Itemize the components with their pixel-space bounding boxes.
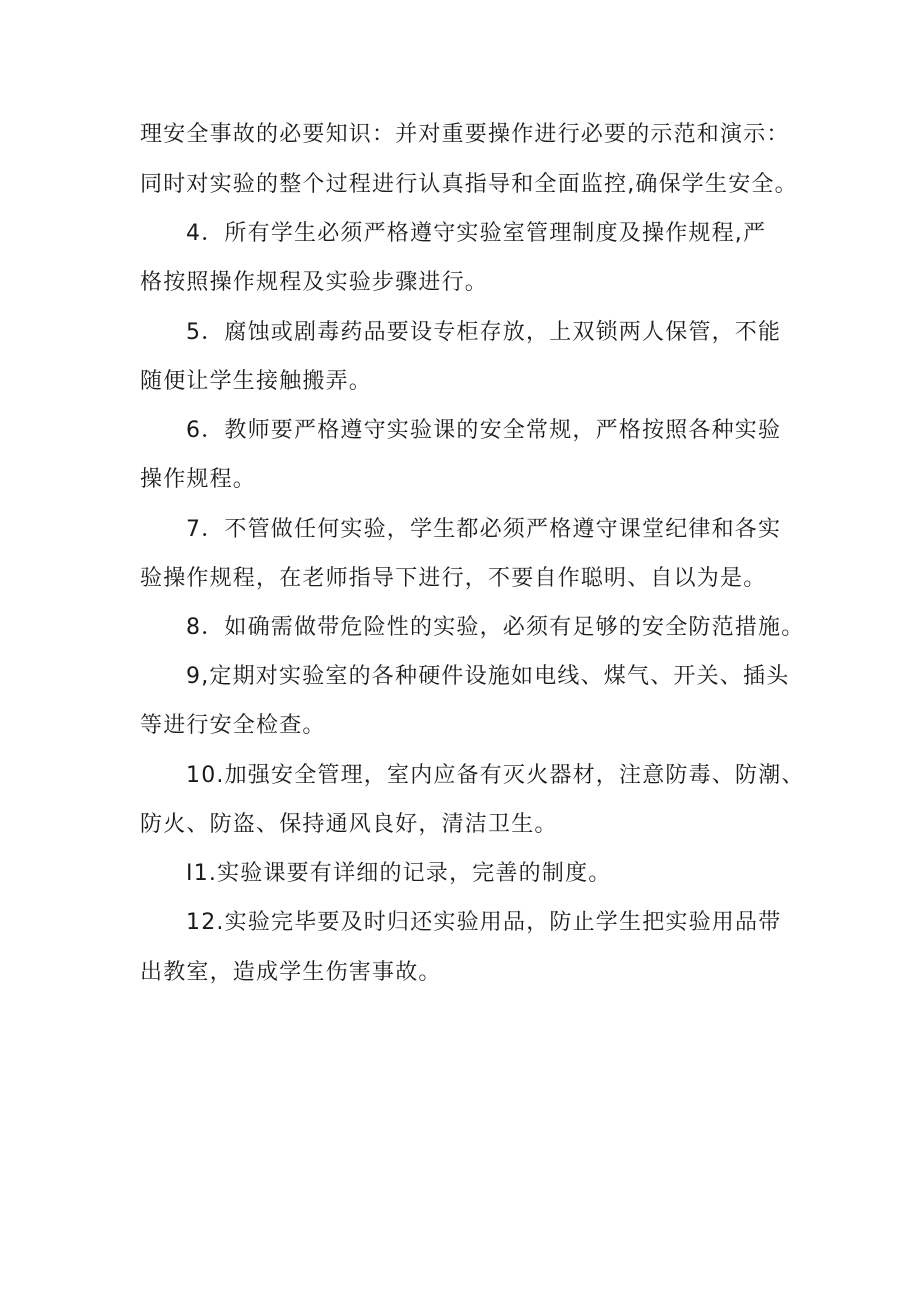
list-item-9-line-1: 9,定期对实验室的各种硬件设施如电线、煤气、开关、插头 (186, 664, 790, 689)
list-item-6-line-2: 操作规程。 (140, 467, 257, 492)
list-item-7-line-2: 验操作规程，在老师指导下进行，不要自作聪明、自以为是。 (140, 566, 767, 591)
list-item-4-line-1: 4．所有学生必须严格遵守实验室管理制度及操作规程,严 (186, 221, 767, 246)
list-item-5-line-2: 随便让学生接触搬弄。 (140, 369, 373, 394)
list-item-9-line-2: 等进行安全检查。 (140, 713, 326, 738)
list-item-10-line-1: 10.加强安全管理，室内应备有灭火器材，注意防毒、防潮、 (186, 763, 805, 788)
list-item-11-line-1: I1.实验课要有详细的记录，完善的制度。 (186, 861, 612, 886)
list-item-7-line-1: 7．不管做任何实验，学生都必须严格遵守课堂纪律和各实 (186, 517, 782, 542)
list-item-8-line-1: 8．如确需做带危险性的实验，必须有足够的安全防范措施。 (186, 615, 805, 640)
list-item-4-line-2: 格按照操作规程及实验步骤进行。 (140, 270, 489, 295)
paragraph-line: 同时对实验的整个过程进行认真指导和全面监控,确保学生安全。 (140, 172, 798, 197)
list-item-5-line-1: 5．腐蚀或剧毒药品要设专柜存放，上双锁两人保管，不能 (186, 320, 782, 345)
list-item-12-line-2: 出教室，造成学生伤害事故。 (140, 960, 442, 985)
list-item-12-line-1: 12.实验完毕要及时归还实验用品，防止学生把实验用品带 (186, 910, 782, 935)
list-item-6-line-1: 6．教师要严格遵守实验课的安全常规，严格按照各种实验 (186, 418, 782, 443)
list-item-10-line-2: 防火、防盗、保持通风良好，清洁卫生。 (140, 812, 558, 837)
paragraph-line: 理安全事故的必要知识：并对重要操作进行必要的示范和演示： (140, 122, 790, 147)
